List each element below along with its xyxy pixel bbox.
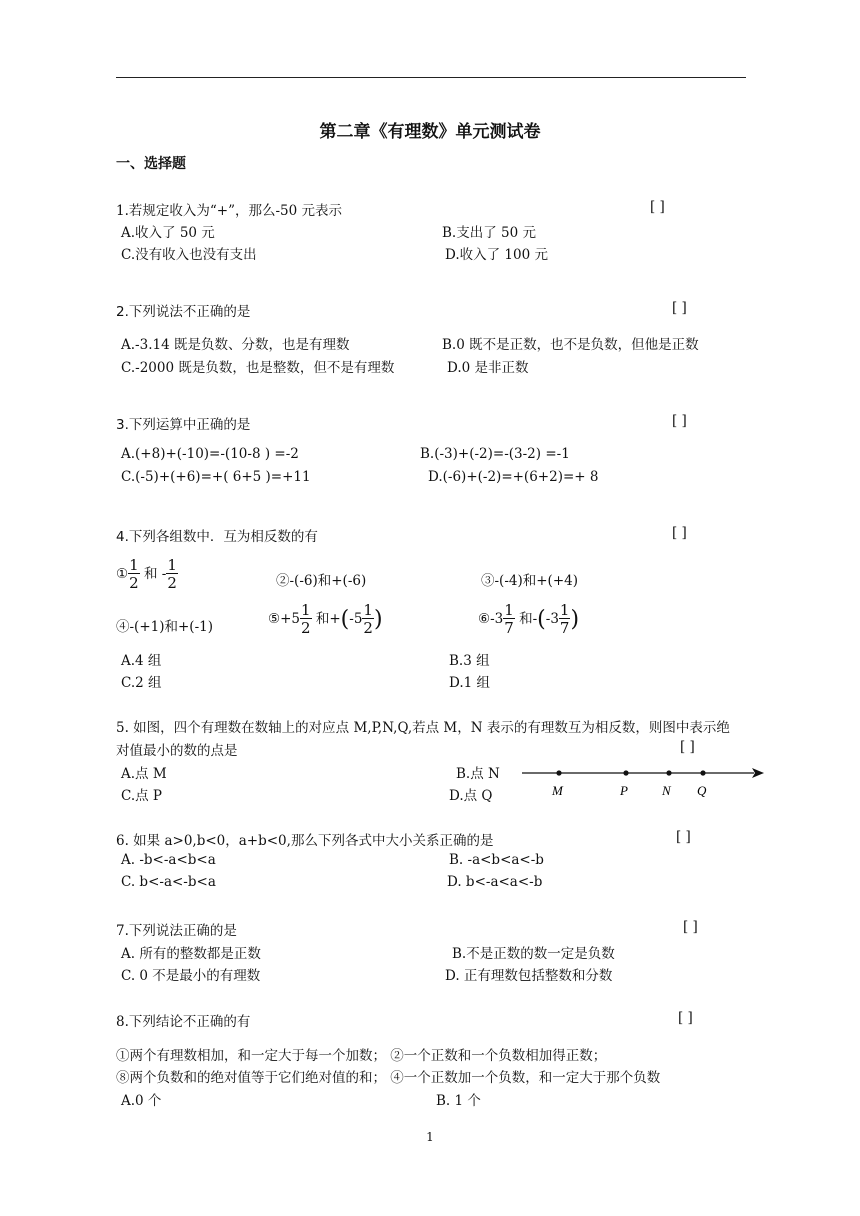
q5-option-a: A.点 M	[121, 766, 167, 782]
q4-answer-bracket[interactable]: [ ]	[672, 525, 687, 541]
q6-option-d: D. b<-a<a<-b	[447, 874, 543, 890]
q5-option-c: C.点 P	[121, 788, 163, 804]
q2-option-c: C.-2000 既是负数，也是整数，但不是有理数	[121, 360, 395, 376]
q7-option-a: A. 所有的整数都是正数	[121, 946, 261, 962]
q4-option-c: C.2 组	[121, 675, 162, 691]
q4-item-5: ⑤+5 $\frac{1}{2}$ 和+(-5 $\frac{1}{2}$ )	[268, 601, 383, 637]
q3-option-a: A.(+8)+(-10)=-(10-8 ) =-2	[121, 446, 299, 462]
header-rule	[116, 77, 746, 78]
page-title: 第二章《有理数》单元测试卷	[319, 122, 541, 142]
q3-option-b: B.(-3)+(-2)=-(3-2) =-1	[420, 446, 570, 462]
point-p	[623, 770, 628, 775]
q8-statement-line2: ⑧两个负数和的绝对值等于它们绝对值的和； ④一个正数加一个负数，和一定大于那个负数	[116, 1070, 661, 1086]
label-p: P	[620, 783, 628, 798]
point-m	[556, 770, 561, 775]
q5-stem-line2: 对值最小的数的点是	[116, 743, 238, 759]
q3-stem: 3.下列运算中正确的是	[116, 417, 251, 433]
q8-answer-bracket[interactable]: [ ]	[678, 1010, 693, 1026]
q8-stem: 8.下列结论不正确的有	[116, 1014, 251, 1030]
q4-item-2: ②-(-6)和+(-6)	[276, 573, 367, 589]
q5-option-b: B.点 N	[456, 766, 500, 782]
label-n: N	[662, 783, 671, 798]
label-q: Q	[697, 783, 707, 798]
q7-option-d: D. 正有理数包括整数和分数	[445, 968, 613, 984]
q4-option-a: A.4 组	[121, 653, 162, 669]
q1-answer-bracket[interactable]: [ ]	[650, 199, 665, 215]
q4-option-d: D.1 组	[449, 675, 491, 691]
q1-option-c: C.没有收入也没有支出	[121, 247, 257, 263]
page-number: 1	[426, 1130, 434, 1144]
q6-option-b: B. -a<b<a<-b	[449, 852, 544, 868]
label-m: M	[552, 783, 563, 798]
q2-stem: 2.下列说法不正确的是	[116, 304, 251, 320]
q5-answer-bracket[interactable]: [ ]	[680, 739, 695, 755]
q4-option-b: B.3 组	[449, 653, 490, 669]
q6-stem: 6. 如果 a>0,b<0，a+b<0,那么下列各式中大小关系正确的是	[116, 833, 494, 849]
number-line-figure	[518, 762, 768, 802]
q7-answer-bracket[interactable]: [ ]	[683, 919, 698, 935]
q4-stem: 4.下列各组数中．互为相反数的有	[116, 529, 318, 545]
q8-option-a: A.0 个	[121, 1093, 162, 1109]
q2-option-b: B.0 既不是正数，也不是负数，但他是正数	[442, 337, 699, 353]
q6-option-a: A. -b<-a<b<a	[121, 852, 216, 868]
q1-stem: 1.若规定收入为“+”，那么-50 元表示	[116, 203, 343, 219]
q8-option-b: B. 1 个	[436, 1093, 481, 1109]
q1-option-d: D.收入了 100 元	[445, 247, 548, 263]
q7-option-b: B.不是正数的数一定是负数	[452, 946, 615, 962]
q1-option-b: B.支出了 50 元	[442, 225, 536, 241]
q5-stem-line1: 5. 如图，四个有理数在数轴上的对应点 M,P,N,Q,若点 M，N 表示的有理数互为相反数，则图中表示绝	[116, 720, 730, 736]
point-n	[666, 770, 671, 775]
q1-option-a: A.收入了 50 元	[121, 225, 215, 241]
q7-stem: 7.下列说法正确的是	[116, 923, 237, 939]
q4-item-4: ④-(+1)和+(-1)	[116, 619, 213, 635]
q3-answer-bracket[interactable]: [ ]	[672, 413, 687, 429]
q3-option-c: C.(-5)+(+6)=+( 6+5 )=+11	[121, 469, 311, 485]
q7-option-c: C. 0 不是最小的有理数	[121, 968, 261, 984]
q2-option-d: D.0 是非正数	[447, 360, 529, 376]
q6-answer-bracket[interactable]: [ ]	[676, 829, 691, 845]
q4-item-1: ① $\frac{1}{2}$ 和 - $\frac{1}{2}$	[116, 556, 177, 592]
section-heading: 一、选择题	[116, 156, 186, 172]
q4-item-6: ⑥-3 $\frac{1}{7}$ 和-(-3 $\frac{1}{7}$ )	[478, 601, 580, 637]
q6-option-c: C. b<-a<-b<a	[121, 874, 216, 890]
q4-item-3: ③-(-4)和+(+4)	[481, 573, 578, 589]
q2-option-a: A.-3.14 既是负数、分数，也是有理数	[121, 337, 350, 353]
q3-option-d: D.(-6)+(-2)=+(6+2)=+ 8	[428, 469, 599, 485]
point-q	[700, 770, 705, 775]
q5-option-d: D.点 Q	[449, 788, 493, 804]
q8-statement-line1: ①两个有理数相加，和一定大于每一个加数； ②一个正数和一个负数相加得正数；	[116, 1048, 607, 1064]
q2-answer-bracket[interactable]: [ ]	[672, 300, 687, 316]
